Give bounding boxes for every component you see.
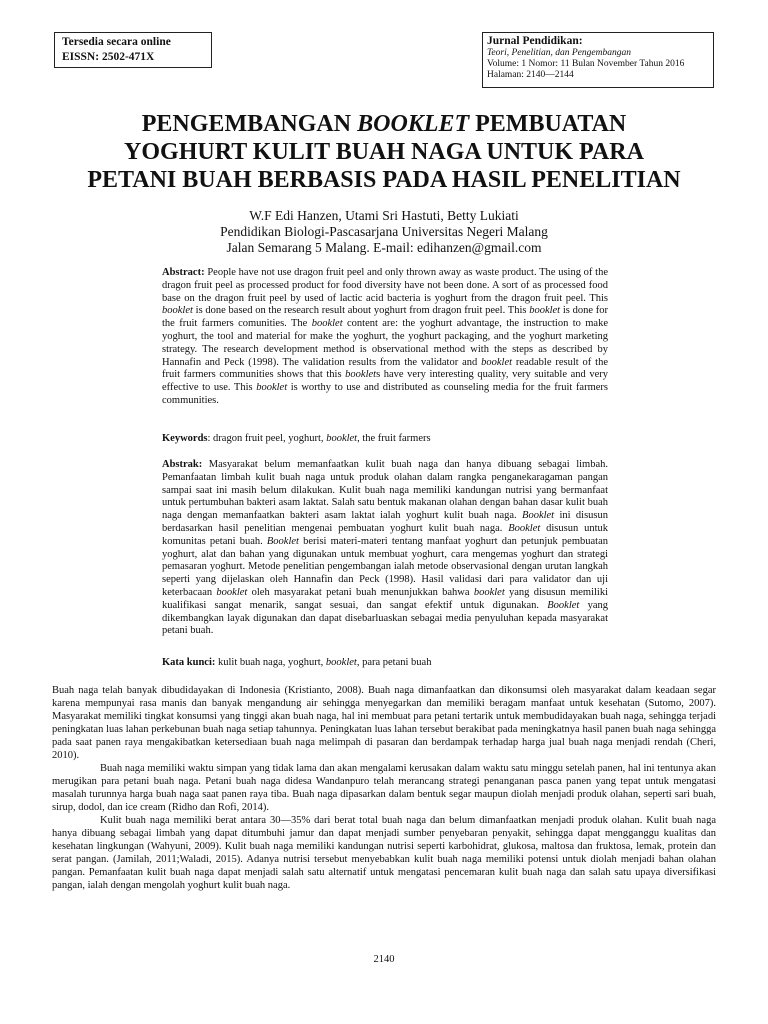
body-paragraph-1: Buah naga telah banyak dibudidayakan di Indonesia (Kristianto, 2008). Buah naga dimanfaatkan dan dikonsumsi oleh masyarakat dalam keadaan segar karena mempunyai rasa manis dan banyak mengandung air sehingga menyegarkan dan memiliki beragam manfaat untuk kesehatan (Sutomo, 2007). Masyarakat memiliki tingkat konsumsi yang tinggi akan buah naga, hal ini membuat para petani tertarik untuk membudidayakan buah naga, sehingga terjadi peningkatan luas lahan perkebunan buah naga setiap tahunnya. Peningkatan luas lahan tersebut berakibat pada meningkatnya hasil panen buah naga sehingga pada saat panen raya mengakibatkan ketersediaan buah naga melimpah di pasaran dan berdampak terhadap harga jual buah naga menjadi rendah (Cheri, 2010). <box>52 685 716 761</box>
journal-name: Jurnal Pendidikan: <box>487 35 583 47</box>
availability-text: Tersedia secara online <box>62 36 171 48</box>
availability-box <box>54 32 212 68</box>
title-line-2: YOGHURT KULIT BUAH NAGA UNTUK PARA <box>124 139 644 165</box>
keywords-indonesian: Kata kunci: kulit buah naga, yoghurt, booklet, para petani buah <box>162 657 432 668</box>
author-affiliation: Pendidikan Biologi-Pascasarjana Universitas Negeri Malang <box>220 224 548 239</box>
journal-pages: Halaman: 2140—2144 <box>487 70 574 80</box>
page-number: 2140 <box>373 954 395 965</box>
keywords-english: Keywords: dragon fruit peel, yoghurt, booklet, the fruit farmers <box>162 433 431 444</box>
body-paragraph-3: Kulit buah naga memiliki berat antara 30—35% dari berat total buah naga dan belum dimanfaatkan menjadi produk olahan. Kulit buah naga hanya dibuang sebagai limbah yang dapat ditumbuhi jamur dan dapat menjadi sumber penyebaran penyakit, sehingga dapat mengganggu kualitas dan kesehatan lingkungan (Wahyuni, 2009). Kulit buah naga memiliki kandungan nutrisi seperti karbohidrat, glukosa, maltosa dan fruktosa, lemak, protein dan serat pangan. (Jamilah, 2011;Waladi, 2015). Adanya nutrisi tersebut menyebabkan kulit buah naga memiliki potensi untuk diolah menjadi bahan olahan pangan. Pemanfaatan kulit buah naga dapat menjadi salah satu alternatif untuk mengatasi pencemaran kulit buah naga dan salah satu upaya diversifikasi pangan, ialah dengan mengolah yoghurt kulit buah naga. <box>52 815 716 891</box>
abstract-indonesian: Abstrak: Masyarakat belum memanfaatkan kulit buah naga dan hanya dibuang sebagai limbah. Pemanfaatan limbah kulit buah naga untuk produk olahan dalam rangka penganekaragaman pangan sampai saat ini masih belum dilakukan. Kulit buah naga memiliki kandungan nutrisi yang bermanfaat untuk pertumbuhan bakteri asam laktat. Salah satu bentuk makanan olahan dengan bahan dasar kulit buah naga dengan memanfaatkan bakteri asam laktat ialah yoghurt kulit buah naga. Booklet ini disusun berdasarkan hasil penelitian mengenai pembuatan yoghurt kulit buah naga. Booklet disusun untuk komunitas petani buah. Booklet berisi materi-materi tentang manfaat yoghurt dan petunjuk pembuatan yoghurt, alat dan bahan yang digunakan untuk membuat yoghurt, cara mengemas yoghurt dan strategi pemasaran yoghurt. Metode penelitian pengembangan ialah metode observasional dengan urutan langkah seperti yang dijelaskan oleh Hannafin dan Peck (1998). Hasil validasi dari para validator dan uji keterbacaan booklet oleh masyarakat petani buah menunjukkan bahwa booklet yang disusun memiliki kualifikasi sangat menarik, sangat sesuai, dan sangat efektif untuk digunakan. Booklet yang dikembangkan layak digunakan dan dapat disebarluaskan sebagai media penyuluhan kepada masyarakat petani buah. <box>162 459 608 637</box>
title-line-1: PENGEMBANGAN BOOKLET PEMBUATAN <box>141 111 627 137</box>
abstract-english: Abstract: People have not use dragon fruit peel and only thrown away as waste product. The using of the dragon fruit peel as processed product for food diversity have not been done. A sort of as processed food base on the dragon fruit peel by used of lactic acid bacteria is yoghurt from the dragon fruit peel. This booklet is done based on the research result about yoghurt from dragon fruit peel. This booklet is done for the fruit farmers comunities. The booklet content are: the yoghurt advantage, the instruction to make yoghurt, the tool and material for make the yoghurt, the yoghurt packaging, and the yoghurt marketing strategy. The research development method is observational method with the steps as described by Hannafin and Peck (1998). The validation results from the validator and booklet readable result of the fruit farmers communities shows that this booklets have very interesting quality, very suitable and very effective to use. This booklet is worthy to use and distributed as counseling media for the fruit farmers communities. <box>162 267 609 406</box>
eissn-text: EISSN: 2502-471X <box>62 51 155 63</box>
author-names: W.F Edi Hanzen, Utami Sri Hastuti, Betty Lukiati <box>249 208 519 223</box>
journal-volume: Volume: 1 Nomor: 11 Bulan November Tahun 2016 <box>487 59 685 69</box>
author-address: Jalan Semarang 5 Malang. E-mail: edihanzen@gmail.com <box>226 240 542 255</box>
body-paragraph-2: Buah naga memiliki waktu simpan yang tidak lama dan akan mengalami kerusakan dalam waktu satu minggu setelah panen, hal ini tentunya akan merugikan para petani buah naga. Petani buah naga didesa Wandanpuro telah merancang strategi penanganan pasca panen yang tepat untuk mengatasi masalah turunnya harga buah naga saat panen raya tiba. Buah naga dipasarkan dalam bentuk segar maupun diolah menjadi produk olahan, seperti sari buah, sirup, dodol, dan ice cream (Ridho dan Rofi, 2014). <box>52 763 716 813</box>
paper-title <box>60 110 708 194</box>
journal-subtitle: Teori, Penelitian, dan Pengembangan <box>487 48 631 58</box>
author-block <box>60 208 708 256</box>
journal-info-box <box>482 32 714 88</box>
title-line-3: PETANI BUAH BERBASIS PADA HASIL PENELITIAN <box>87 167 681 193</box>
introduction-body <box>52 684 716 892</box>
